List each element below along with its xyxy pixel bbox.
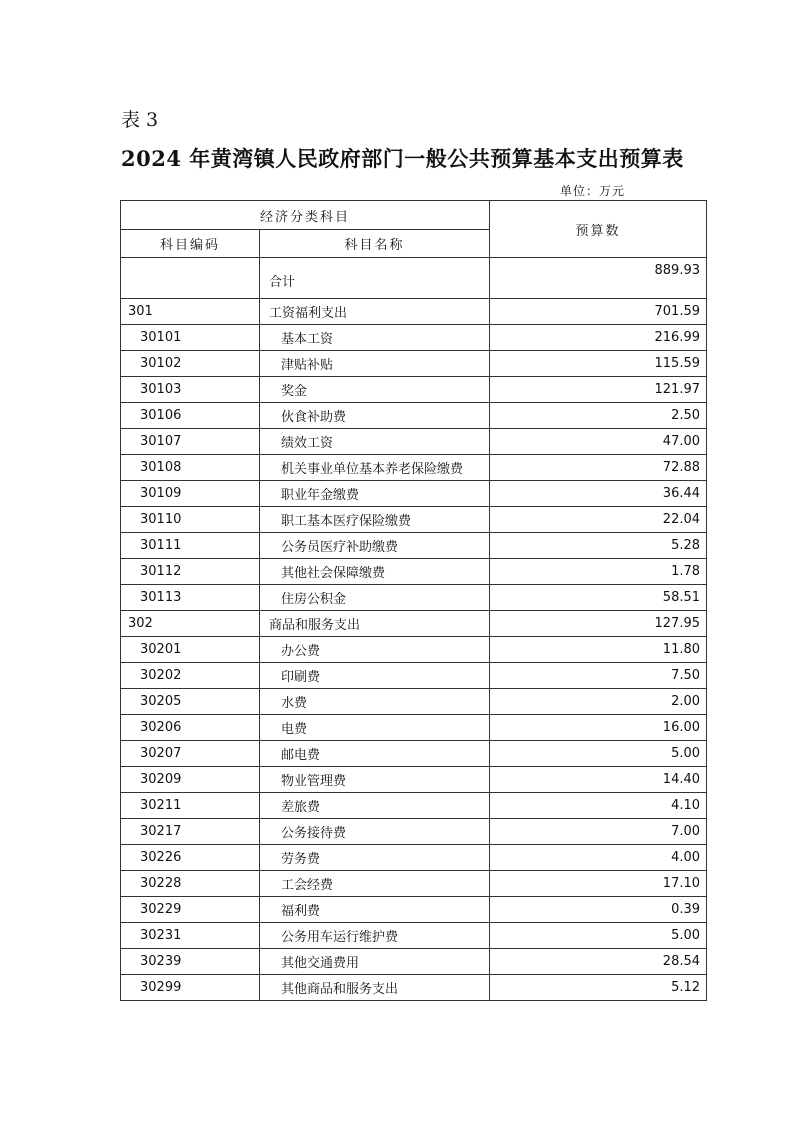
table-row <box>121 715 707 741</box>
row-amount: 11.80 <box>490 637 707 663</box>
row-amount: 4.00 <box>490 845 707 871</box>
table-row <box>121 429 707 455</box>
table-row <box>121 507 707 533</box>
table-row <box>121 611 707 637</box>
table-header <box>121 201 707 258</box>
row-amount: 7.00 <box>490 819 707 845</box>
row-name: 基本工资 <box>260 325 490 351</box>
row-amount: 5.28 <box>490 533 707 559</box>
row-code: 30111 <box>121 533 260 559</box>
table-row <box>121 403 707 429</box>
row-code: 30109 <box>121 481 260 507</box>
row-name: 邮电费 <box>260 741 490 767</box>
row-name: 工资福利支出 <box>260 299 490 325</box>
table-row <box>121 845 707 871</box>
row-code: 30112 <box>121 559 260 585</box>
table-row <box>121 325 707 351</box>
row-name: 工会经费 <box>260 871 490 897</box>
row-name: 公务员医疗补助缴费 <box>260 533 490 559</box>
table-row <box>121 481 707 507</box>
row-amount: 121.97 <box>490 377 707 403</box>
row-name: 办公费 <box>260 637 490 663</box>
page-title: 2024 年黄湾镇人民政府部门一般公共预算基本支出预算表 <box>121 146 684 171</box>
row-amount: 72.88 <box>490 455 707 481</box>
table-row <box>121 559 707 585</box>
row-code: 30108 <box>121 455 260 481</box>
row-code: 30106 <box>121 403 260 429</box>
row-amount: 58.51 <box>490 585 707 611</box>
row-code: 30202 <box>121 663 260 689</box>
row-code: 30101 <box>121 325 260 351</box>
row-name: 奖金 <box>260 377 490 403</box>
total-amount: 889.93 <box>490 258 707 299</box>
row-amount: 36.44 <box>490 481 707 507</box>
row-code: 30239 <box>121 949 260 975</box>
header-amount: 预算数 <box>490 201 707 258</box>
row-amount: 701.59 <box>490 299 707 325</box>
row-code: 30205 <box>121 689 260 715</box>
row-code: 30299 <box>121 975 260 1001</box>
row-name: 住房公积金 <box>260 585 490 611</box>
table-row <box>121 455 707 481</box>
total-row <box>121 258 707 299</box>
row-amount: 47.00 <box>490 429 707 455</box>
row-code: 30110 <box>121 507 260 533</box>
header-name: 科目名称 <box>260 230 490 258</box>
row-code: 30217 <box>121 819 260 845</box>
table-row <box>121 663 707 689</box>
row-code: 30228 <box>121 871 260 897</box>
row-code: 30226 <box>121 845 260 871</box>
row-name: 职业年金缴费 <box>260 481 490 507</box>
table-row <box>121 351 707 377</box>
total-label: 合计 <box>260 258 490 299</box>
row-name: 其他社会保障缴费 <box>260 559 490 585</box>
row-code: 30201 <box>121 637 260 663</box>
table-row <box>121 585 707 611</box>
row-code: 30103 <box>121 377 260 403</box>
table-row <box>121 949 707 975</box>
row-amount: 14.40 <box>490 767 707 793</box>
table-row <box>121 871 707 897</box>
row-amount: 216.99 <box>490 325 707 351</box>
row-amount: 5.00 <box>490 923 707 949</box>
budget-table <box>120 200 707 1001</box>
row-amount: 16.00 <box>490 715 707 741</box>
row-name: 福利费 <box>260 897 490 923</box>
row-code: 30113 <box>121 585 260 611</box>
total-code-cell <box>121 258 260 299</box>
row-amount: 1.78 <box>490 559 707 585</box>
row-code: 30206 <box>121 715 260 741</box>
row-name: 印刷费 <box>260 663 490 689</box>
table-row <box>121 793 707 819</box>
row-amount: 4.10 <box>490 793 707 819</box>
row-amount: 17.10 <box>490 871 707 897</box>
table-row <box>121 689 707 715</box>
table-row <box>121 377 707 403</box>
table-number: 表 3 <box>121 109 159 131</box>
row-name: 绩效工资 <box>260 429 490 455</box>
row-name: 其他商品和服务支出 <box>260 975 490 1001</box>
row-name: 商品和服务支出 <box>260 611 490 637</box>
table-row <box>121 637 707 663</box>
table-row <box>121 741 707 767</box>
row-name: 公务用车运行维护费 <box>260 923 490 949</box>
row-name: 水费 <box>260 689 490 715</box>
table-row <box>121 533 707 559</box>
row-name: 公务接待费 <box>260 819 490 845</box>
row-amount: 28.54 <box>490 949 707 975</box>
row-code: 30209 <box>121 767 260 793</box>
table-row <box>121 299 707 325</box>
header-code: 科目编码 <box>121 230 260 258</box>
row-amount: 127.95 <box>490 611 707 637</box>
row-name: 电费 <box>260 715 490 741</box>
row-name: 物业管理费 <box>260 767 490 793</box>
row-code: 301 <box>121 299 260 325</box>
row-amount: 2.50 <box>490 403 707 429</box>
row-code: 30102 <box>121 351 260 377</box>
row-name: 职工基本医疗保险缴费 <box>260 507 490 533</box>
table-row <box>121 975 707 1001</box>
row-name: 机关事业单位基本养老保险缴费 <box>260 455 490 481</box>
row-code: 30107 <box>121 429 260 455</box>
row-name: 差旅费 <box>260 793 490 819</box>
table-body <box>121 258 707 1001</box>
row-name: 其他交通费用 <box>260 949 490 975</box>
row-name: 劳务费 <box>260 845 490 871</box>
table-row <box>121 923 707 949</box>
row-amount: 5.00 <box>490 741 707 767</box>
row-code: 30207 <box>121 741 260 767</box>
row-amount: 2.00 <box>490 689 707 715</box>
table-row <box>121 897 707 923</box>
row-amount: 22.04 <box>490 507 707 533</box>
header-group: 经济分类科目 <box>121 201 490 230</box>
row-amount: 0.39 <box>490 897 707 923</box>
row-name: 伙食补助费 <box>260 403 490 429</box>
row-amount: 5.12 <box>490 975 707 1001</box>
unit-label: 单位：万元 <box>560 184 626 198</box>
row-amount: 7.50 <box>490 663 707 689</box>
row-code: 30231 <box>121 923 260 949</box>
row-code: 30211 <box>121 793 260 819</box>
row-code: 30229 <box>121 897 260 923</box>
row-amount: 115.59 <box>490 351 707 377</box>
row-code: 302 <box>121 611 260 637</box>
table-row <box>121 767 707 793</box>
row-name: 津贴补贴 <box>260 351 490 377</box>
table-row <box>121 819 707 845</box>
